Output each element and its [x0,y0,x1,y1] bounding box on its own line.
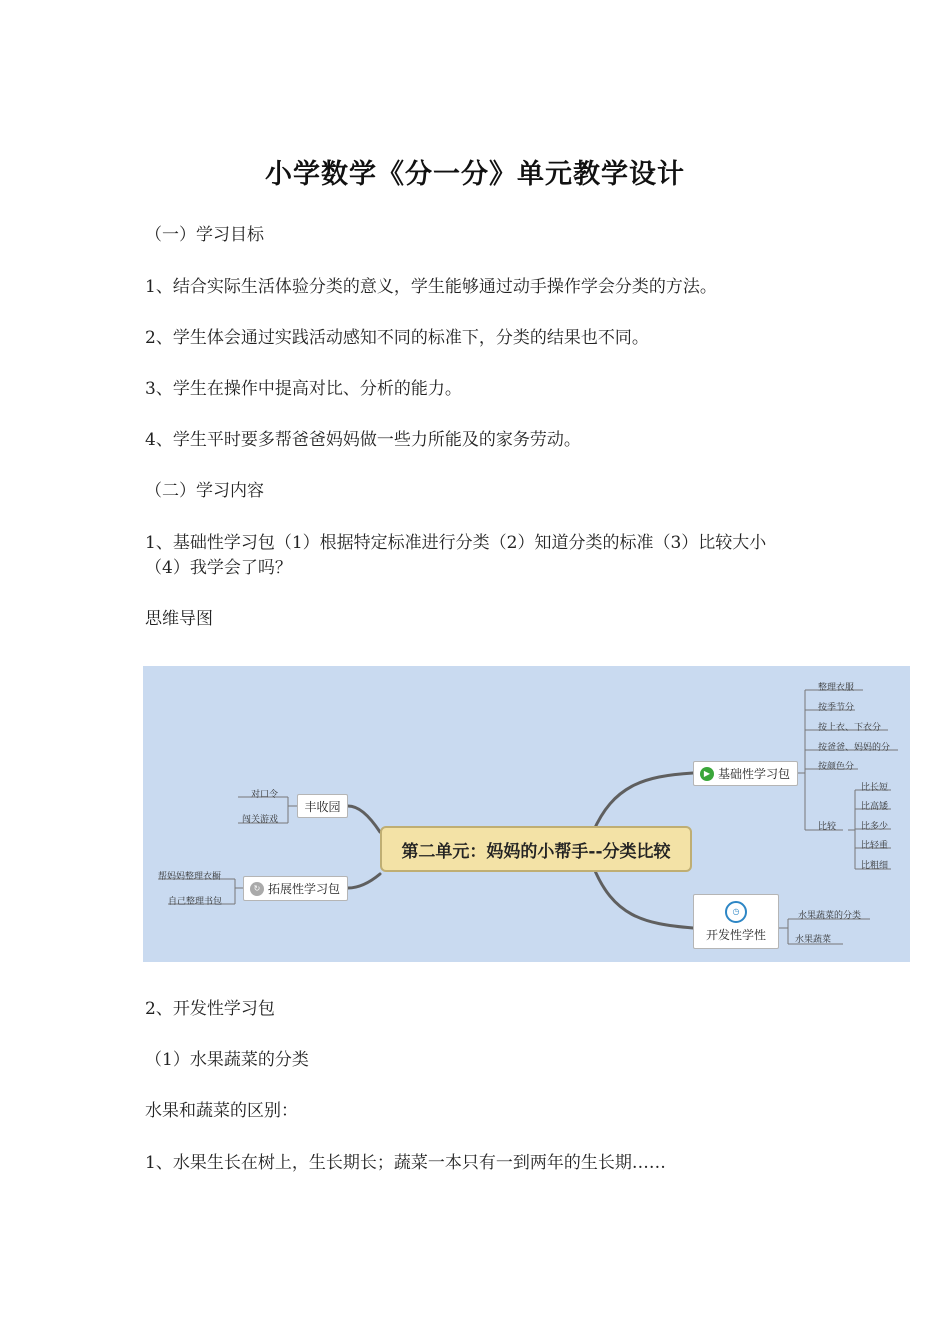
mindmap-leaf: 闯关游戏 [242,815,279,825]
mindmap-leaf-compare: 比较 [818,822,837,832]
goal-item: 4、学生平时要多帮爸爸妈妈做一些力所能及的家务劳动。 [145,430,581,450]
mindmap-leaf: 比长短 [861,783,889,793]
mindmap-leaf: 水果蔬菜的分类 [798,911,862,921]
mindmap-leaf: 自己整理书包 [168,897,223,907]
difference-label: 水果和蔬菜的区别： [145,1101,298,1121]
mindmap-figure [143,666,910,962]
page-title: 小学数学《分一分》单元教学设计 [265,159,685,190]
content-item-line1: 1、基础性学习包（1）根据特定标准进行分类（2）知道分类的标准（3）比较大小 [145,533,767,553]
mindmap-leaf: 按爸爸、妈妈的分 [818,743,891,753]
mindmap-central-node: 第二单元：妈妈的小帮手--分类比较 [380,826,692,872]
sub-heading: （1）水果蔬菜的分类 [145,1050,309,1070]
mindmap-node-extend [243,876,348,901]
mindmap-leaf: 按季节分 [818,703,855,713]
refresh-icon: ↻ [250,882,264,896]
content-item-line2: （4）我学会了吗？ [145,558,292,578]
goal-item: 1、结合实际生活体验分类的意义，学生能够通过动手操作学会分类的方法。 [145,277,717,297]
mindmap-leaf: 按上衣、下衣分 [818,723,882,733]
section-heading-content: （二）学习内容 [145,481,264,501]
mindmap-leaf: 比多少 [861,822,889,832]
section-heading-develop: 2、开发性学习包 [145,999,275,1019]
mindmap-node-label: 拓展性学习包 [268,882,341,896]
goal-item: 2、学生体会通过实践活动感知不同的标准下，分类的结果也不同。 [145,328,649,348]
mindmap-leaf: 水果蔬菜 [795,935,832,945]
mindmap-leaf: 比高矮 [861,802,889,812]
difference-item: 1、水果生长在树上，生长期长；蔬菜一本只有一到两年的生长期…… [145,1153,666,1173]
mindmap-leaf: 按颜色分 [818,762,855,772]
mindmap-node-label: 基础性学习包 [718,767,791,781]
goal-item: 3、学生在操作中提高对比、分析的能力。 [145,379,462,399]
play-icon: ▶ [700,767,714,781]
clock-icon: ◷ [725,901,747,923]
mindmap-leaf: 整理衣服 [818,683,855,693]
mindmap-node-label: 开发性学性 [705,927,766,942]
mindmap-node-develop [693,894,779,949]
mindmap-leaf: 比粗细 [861,861,889,871]
mindmap-leaf: 比轻重 [861,841,889,851]
section-heading-goals: （一）学习目标 [145,225,264,245]
mindmap-caption: 思维导图 [145,609,213,629]
mindmap-leaf: 帮妈妈整理衣橱 [158,872,222,882]
mindmap-node-basic [693,761,798,786]
mindmap-leaf: 对口令 [251,790,279,800]
mindmap-node-harvest: 丰收园 [297,794,348,818]
